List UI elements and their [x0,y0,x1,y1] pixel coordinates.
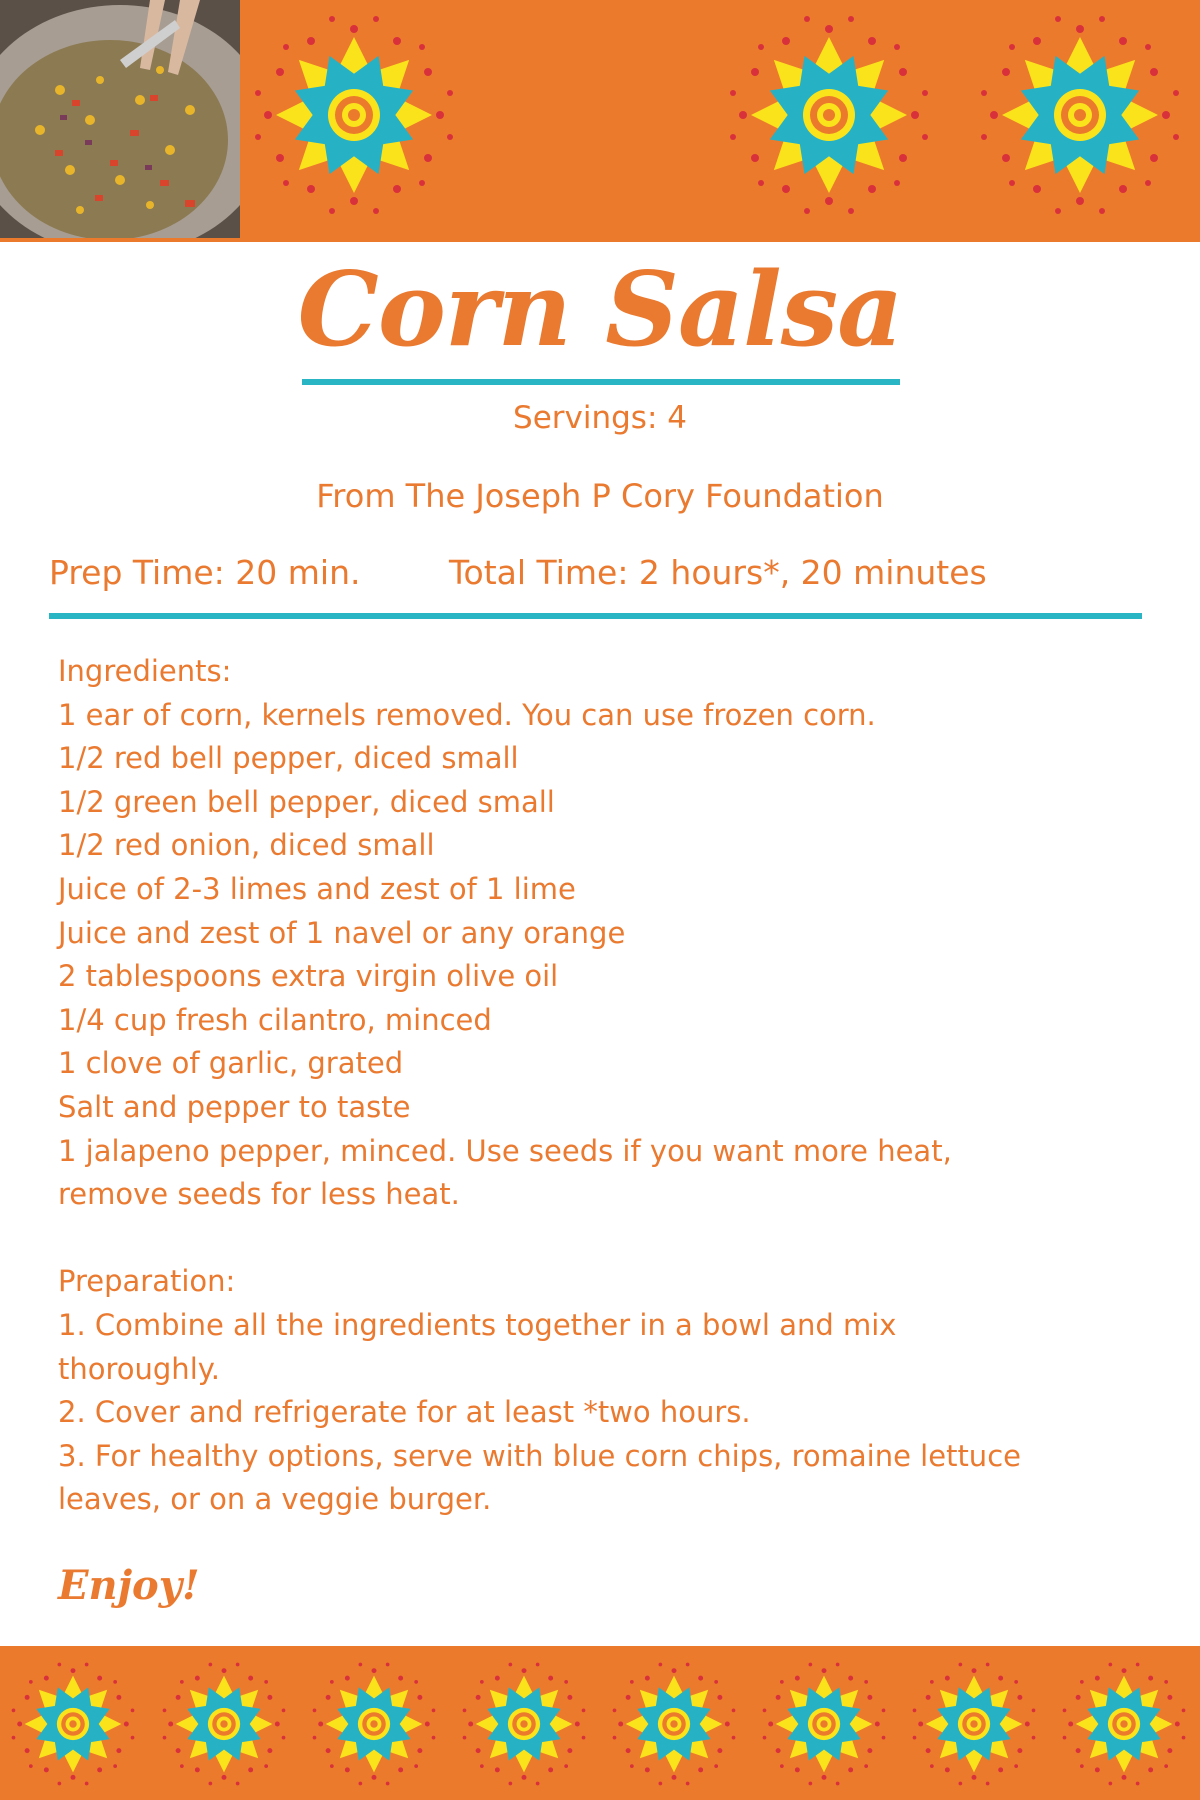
mandala-flower-icon [913,1663,1036,1786]
closing-text: Enjoy! [58,1562,200,1609]
ingredient-item: remove seeds for less heat. [58,1177,460,1212]
mandala-flower-icon [613,1663,736,1786]
source-text: From The Joseph P Cory Foundation [316,477,884,515]
ingredient-item: 1 jalapeno pepper, minced. Use seeds if you want more heat, [58,1133,952,1168]
mandala-flower-icon [981,16,1179,214]
ingredient-item: 1/2 green bell pepper, diced small [58,784,555,819]
ingredient-item: Salt and pepper to taste [58,1089,411,1124]
mandala-flower-icon [1063,1663,1186,1786]
preparation-step: thoroughly. [58,1351,220,1386]
ingredient-item: 1 ear of corn, kernels removed. You can use frozen corn. [58,697,876,732]
ingredient-item: 1/4 cup fresh cilantro, minced [58,1002,492,1037]
mandala-flower-icon [730,16,928,214]
mandala-flower-icon [255,16,453,214]
ingredient-item: Juice and zest of 1 navel or any orange [58,915,626,950]
title-divider [302,379,900,385]
prep-time-text: Prep Time: 20 min. [49,553,361,592]
mandala-flower-icon [163,1663,286,1786]
top-decorative-band [0,0,1200,242]
ingredient-item: 2 tablespoons extra virgin olive oil [58,959,559,994]
preparation-heading: Preparation: [58,1264,236,1299]
preparation-step: 1. Combine all the ingredients together in a bowl and mix [58,1307,897,1342]
ingredient-item: 1/2 red bell pepper, diced small [58,741,519,776]
corn-salsa-bowl-photo [0,0,240,238]
total-time-text: Total Time: 2 hours*, 20 minutes [449,553,987,592]
recipe-body [58,650,1148,1522]
ingredients-heading: Ingredients: [58,654,232,688]
ingredient-item: 1 clove of garlic, grated [58,1046,404,1081]
mandala-flower-icon [763,1663,886,1786]
times-divider [49,613,1142,619]
bottom-decorative-band [0,1646,1200,1800]
servings-text: Servings: 4 [513,400,687,436]
preparation-step: 3. For healthy options, serve with blue corn chips, romaine lettuce [58,1438,1021,1473]
mandala-flower-icon [463,1663,586,1786]
mandala-flower-icon [12,1663,135,1786]
section-gap [58,1217,1148,1261]
preparation-step: leaves, or on a veggie burger. [58,1482,492,1517]
ingredient-item: Juice of 2-3 limes and zest of 1 lime [58,871,576,906]
ingredient-item: 1/2 red onion, diced small [58,828,435,863]
preparation-step: 2. Cover and refrigerate for at least *two hours. [58,1395,751,1430]
recipe-title: Corn Salsa [297,250,903,370]
mandala-flower-icon [313,1663,436,1786]
